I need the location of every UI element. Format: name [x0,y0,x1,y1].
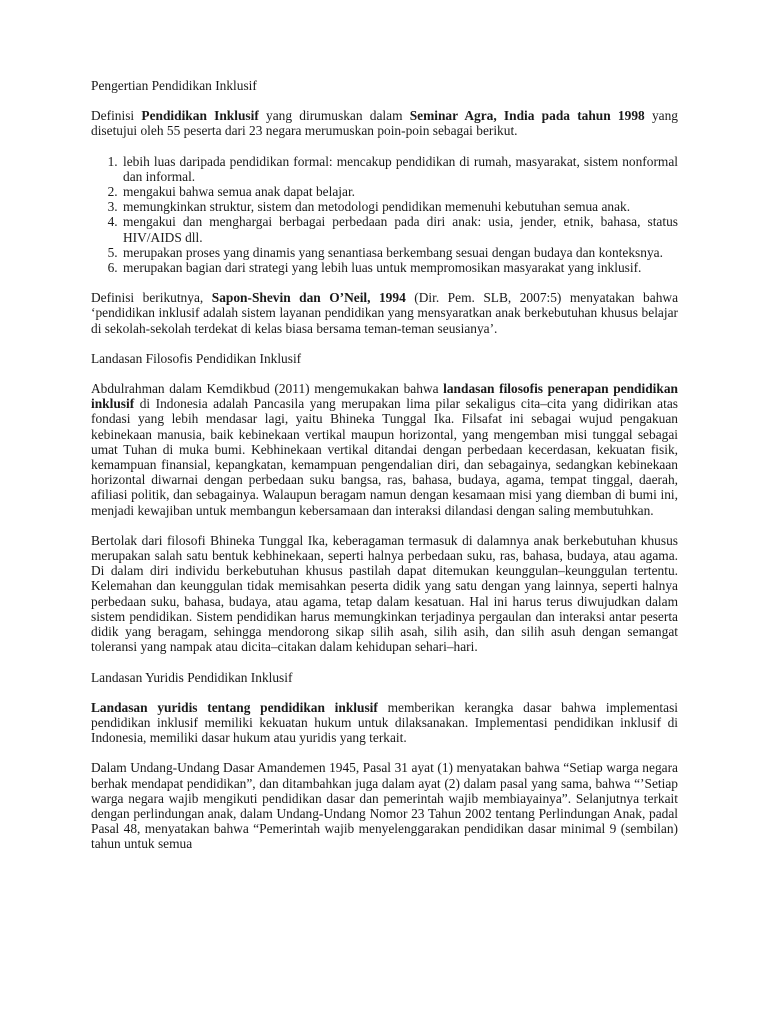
list-item: 3. memungkinkan struktur, sistem dan metodologi pendidikan memenuhi kebutuhan semua anak. [121,199,678,214]
document-page [91,78,678,867]
paragraph-bhineka: Bertolak dari filosofi Bhineka Tunggal Ika, keberagaman termasuk di dalamnya anak berkebutuhan khusus merupakan salah satu bentuk kebhinekaan, seperti halnya perbedaan suku, ras, bahasa, budaya, atau agama. Di dalam diri individu berkebutuhan khusus pastilah dapat ditemukan keunggulan–keunggulan tertentu. Kelemahan dan keunggulan tidak memisahkan peserta didik yang satu dengan yang lainnya, seperti halnya perbedaan suku, bahasa, budaya, atau agama, tetap dalam kesatuan. Hal ini harus terus diwujudkan dalam sistem pendidikan. Sistem pendidikan harus memungkinkan terjadinya pergaulan dan interaksi antar peserta didik yang beragam, sehingga mendorong sikap silih asah, silih asih, dan silih asuh dengan semangat toleransi yang nampak atau dicita–citakan dalam kehidupan sehari–hari. [91,532,678,655]
p1-bold-seminar: Seminar Agra, India pada tahun 1998 [409,108,645,124]
list-item: 1. lebih luas daripada pendidikan formal: mencakup pendidikan di rumah, masyarakat, sistem nonformal dan informal. [121,154,678,184]
list-item: 6. merupakan bagian dari strategi yang lebih luas untuk mempromosikan masyarakat yang inklusif. [121,260,678,275]
p2-text-a: Definisi berikutnya, [91,290,212,306]
list-item: 2. mengakui bahwa semua anak dapat belajar. [121,184,678,199]
p1-text-c: yang dirumuskan dalam [258,108,410,124]
p3-bold-landasan: landasan filosofis penerapan pendidikan inklusif [91,381,678,412]
paragraph-abdulrahman [91,381,678,518]
paragraph-landasan-yuridis [91,700,678,746]
list-item: 4. mengakui dan menghargai berbagai perbedaan pada diri anak: usia, jender, etnik, bahasa, status HIV/AIDS dll. [121,214,678,244]
list-item: 5. merupakan proses yang dinamis yang senantiasa berkembang sesuai dengan budaya dan konteksnya. [121,245,678,260]
heading-yuridis: Landasan Yuridis Pendidikan Inklusif [91,669,293,685]
heading-pengertian: Pengertian Pendidikan Inklusif [91,78,257,93]
paragraph-uud-1945: Dalam Undang-Undang Dasar Amandemen 1945, Pasal 31 ayat (1) menyatakan bahwa “Setiap warga negara berhak mendapat pendidikan”, dan ditambahkan juga dalam ayat (2) dalam pasal yang sama, bahwa “’Setiap warga negara wajib mengikuti pendidikan dasar dan pemerintah wajib membiayainya”. Selanjutnya terkait dengan perlindungan anak, dalam Undang-Undang Nomor 23 Tahun 2002 tentang Perlindungan Anak, padal Pasal 48, menyatakan bahwa “Pemerintah wajib menyelenggarakan pendidikan dasar minimal 9 (sembilan) tahun untuk semua [91,760,678,852]
p2-bold-author: Sapon-Shevin dan O’Neil, 1994 [211,290,406,306]
p1-text-a: Definisi [91,108,142,124]
p5-bold-landasan: Landasan yuridis tentang pendidikan inklusif [91,699,378,715]
p2-text-c: (Dir. Pem. SLB, 2007:5) menyatakan bahwa ‘pendidikan inklusif adalah sistem layanan pendidikan yang mensyaratkan anak berkebutuhan khusus belajar di sekolah-sekolah terdekat di kelas biasa bersama teman-teman seusianya’. [91,290,679,336]
p1-text-d: yang disetujui oleh 55 peserta dari 23 negara merumuskan poin-poin sebagai berikut. [91,108,678,139]
numbered-list [91,154,678,276]
p5-text-c: memberikan kerangka dasar bahwa implementasi pendidikan inklusif memiliki kekuatan hukum untuk dilaksanakan. Implementasi pendidikan inklusif di Indonesia, memiliki dasar hukum atau yuridis yang terkait. [91,699,678,746]
p3-text-a: Abdulrahman dalam Kemdikbud (2011) mengemukakan bahwa [91,381,444,397]
heading-filosofis: Landasan Filosofis Pendidikan Inklusif [91,350,302,366]
p1-bold-term: Pendidikan Inklusif [141,108,259,124]
paragraph-definisi-agra [91,108,678,138]
paragraph-definisi-sapon [91,290,678,336]
p3-text-c: di Indonesia adalah Pancasila yang merupakan lima pilar sekaligus cita–cita yang didirikan atas fondasi yang lebih mendasar lagi, yaitu Bhineka Tunggal Ika. Filsafat ini sebagai wujud pengakuan kebinekaan manusia, baik kebinekaan vertikal maupun horizontal, yang mengemban misi tunggal sebagai umat Tuhan di muka bumi. Kebhinekaan vertikal ditandai dengan perbedaan kecerdasan, kekuatan fisik, kemampuan finansial, kepangkatan, kemampuan pengendalian diri, dan sebagainya, sedangkan kebinekaan horizontal diwarnai dengan perbedaan suku bangsa, ras, bahasa, budaya, agama, tempat tinggal, daerah, afiliasi politik, dan sebagainya. Walaupun beragam namun dengan kesamaan misi yang diemban di bumi ini, menjadi kewajiban untuk membangun kebersamaan dan interaksi dilandasi dengan saling membutuhkan. [91,396,678,518]
